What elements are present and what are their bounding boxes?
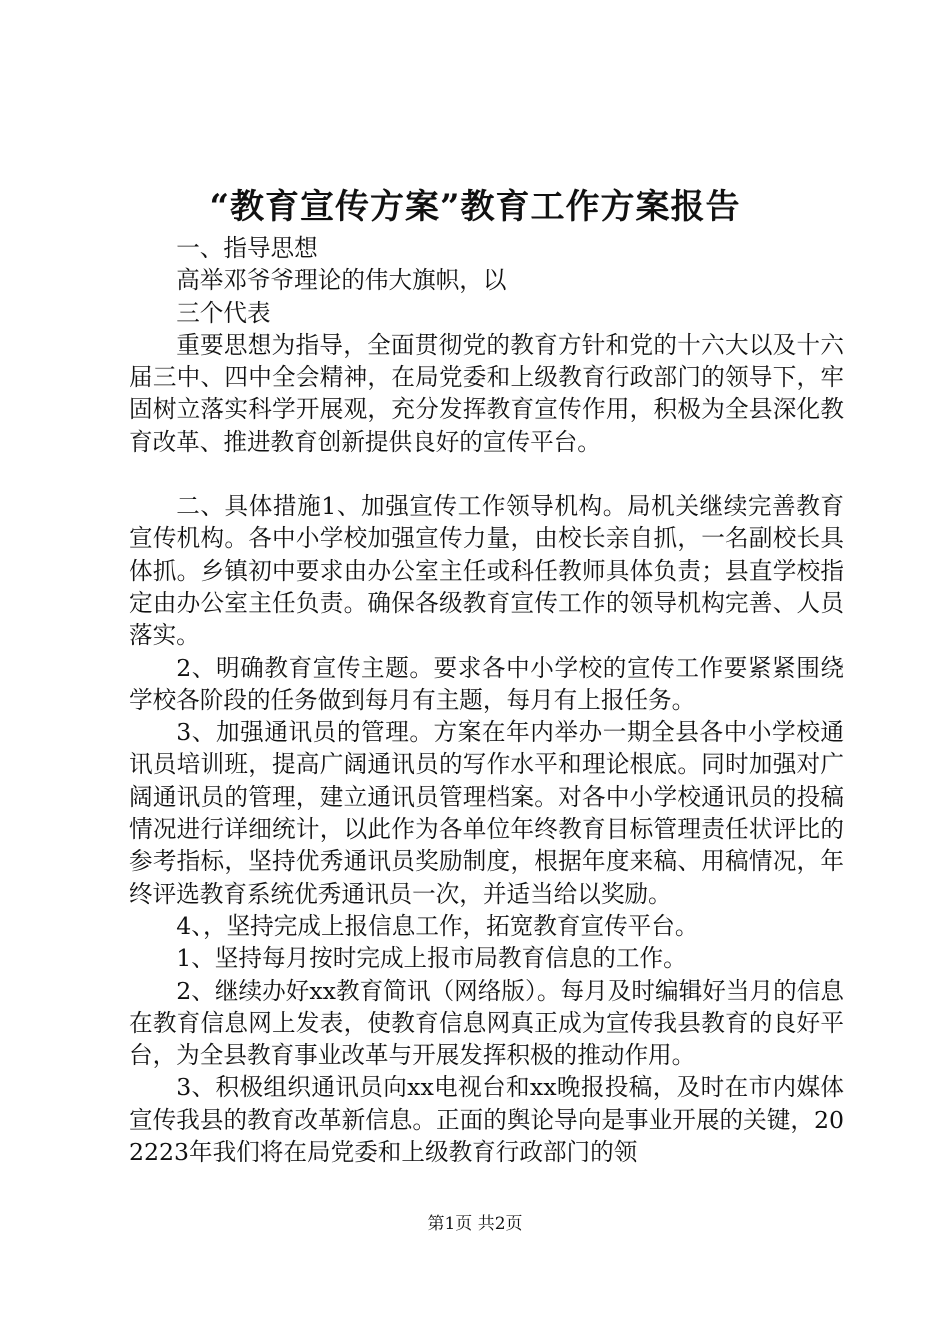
paragraph-correspondent-management: 3、加强通讯员的管理。方案在年内举办一期全县各中小学校通讯员培训班，提高广阔通讯员的写作水平和理论根底。同时加强对广阔通讯员的管理，建立通讯员管理档案。对各中小学校通讯员的投稿情况进行详细统计，以此作为各单位年终教育目标管理责任状评比的参考指标，坚持优秀通讯员奖励制度，根据年度来稿、用稿情况，年终评选教育系统优秀通讯员一次，并适当给以奖励。: [129, 718, 844, 908]
paragraph-monthly-reporting: 1、坚持每月按时完成上报市局教育信息的工作。: [176, 944, 687, 973]
paragraph-guiding-ideology: 重要思想为指导，全面贯彻党的教育方针和党的十六大以及十六届三中、四中全会精神，在局党委和上级教育行政部门的领导下，牢固树立落实科学开展观，充分发挥教育宣传作用，积极为全县深化教育改革、推进教育创新提供良好的宣传平台。: [129, 330, 844, 456]
paragraph-specific-measures: 二、具体措施1、加强宣传工作领导机构。局机关继续完善教育宣传机构。各中小学校加强宣传力量，由校长亲自抓，一名副校长具体抓。乡镇初中要求由办公室主任或科任教师具体负责；县直学校指定由办公室主任负责。确保各级教育宣传工作的领导机构完善、人员落实。: [129, 492, 844, 650]
document-body: [129, 232, 844, 1168]
document-title: “教育宣传方案”教育工作方案报告: [209, 187, 741, 227]
paragraph-education-bulletin: 2、继续办好xx教育简讯（网络版）。每月及时编辑好当月的信息在教育信息网上发表，使教育信息网真正成为宣传我县教育的良好平台，为全县教育事业改革与开展发挥积极的推动作用。: [129, 976, 844, 1070]
paragraph-theory-banner: 高举邓爷爷理论的伟大旗帜，以: [176, 266, 507, 295]
paragraph-guiding-ideology-heading: 一、指导思想: [176, 234, 318, 262]
paragraph-media-submissions: 3、积极组织通讯员向xx电视台和xx晚报投稿，及时在市内媒体宣传我县的教育改革新信息。正面的舆论导向是事业开展的关键，202223年我们将在局党委和上级教育行政部门的领: [129, 1073, 844, 1167]
paragraph-publicity-theme: 2、明确教育宣传主题。要求各中小学校的宣传工作要紧紧围绕学校各阶段的任务做到每月有主题，每月有上报任务。: [129, 653, 844, 714]
page-indicator: 第1页 共2页: [427, 1214, 523, 1234]
paragraph-information-reporting: 4、，坚持完成上报信息工作，拓宽教育宣传平台。: [176, 911, 699, 940]
paragraph-three-represents: 三个代表: [176, 298, 271, 327]
